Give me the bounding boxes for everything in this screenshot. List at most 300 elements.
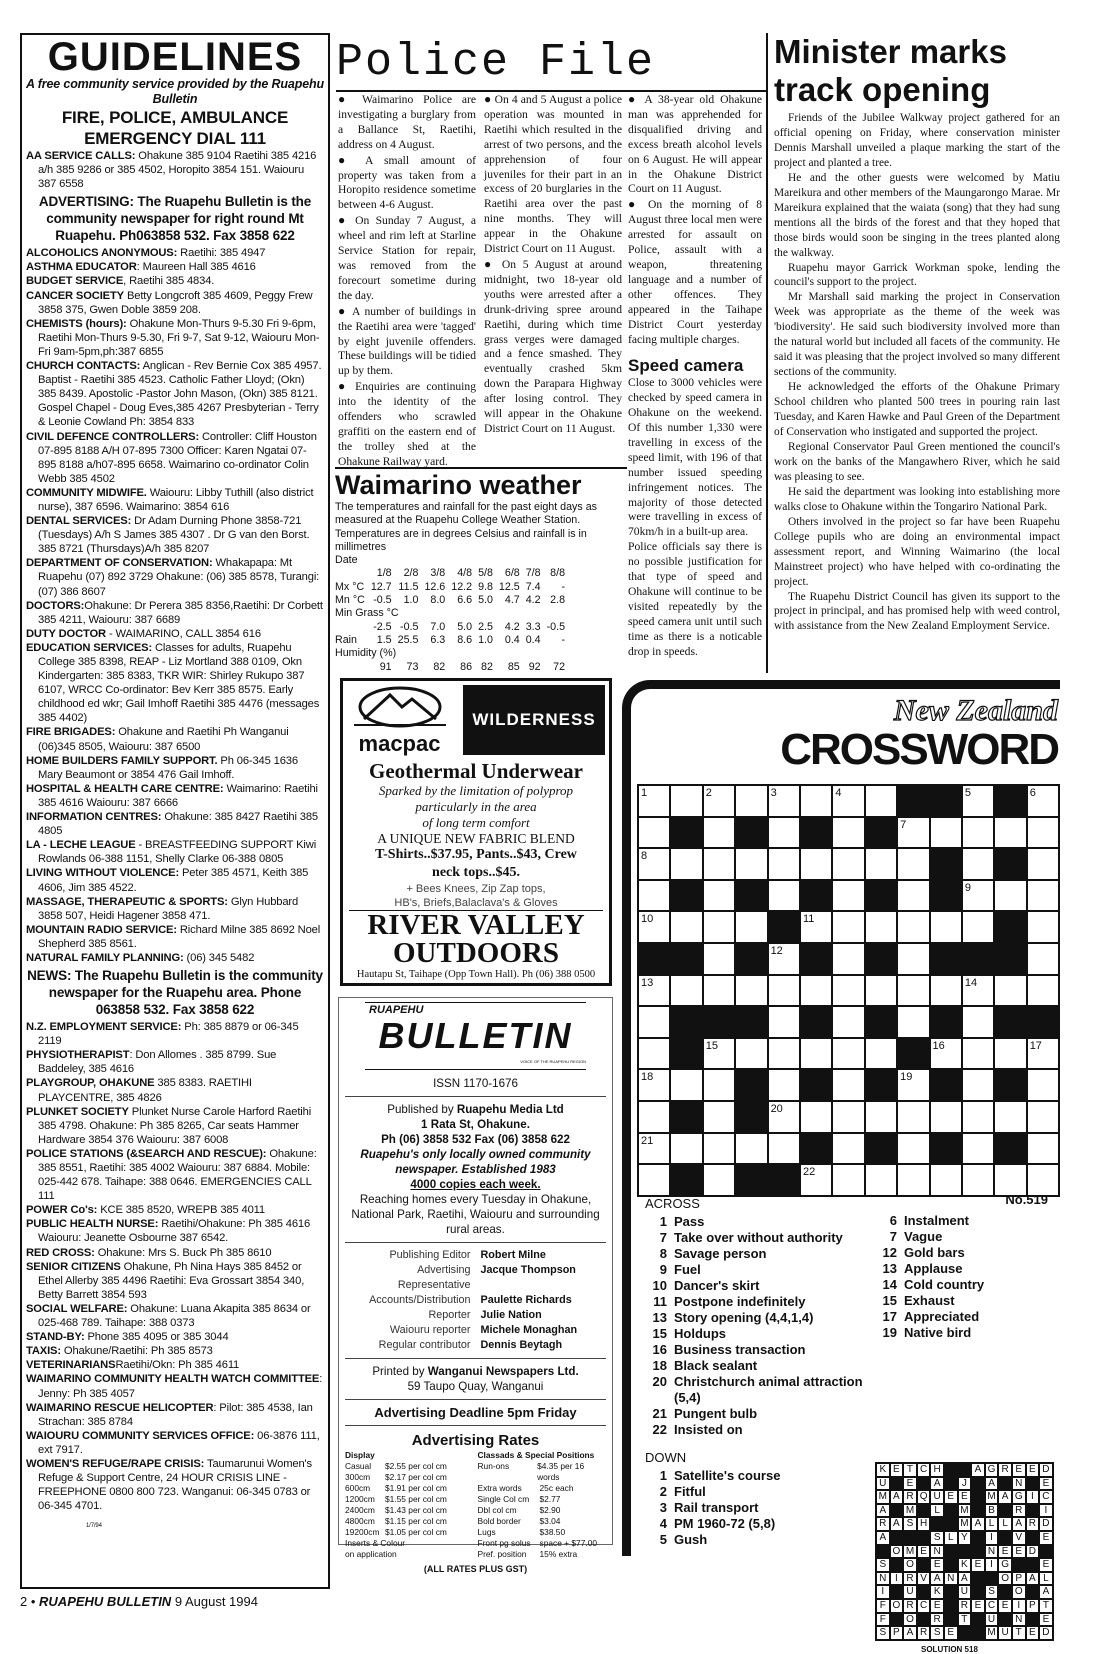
entry-details: Whakapapa: Mt Ruapehu (07) 892 3729 Ohakune: (06) 385 8578, Turangi: (07) 386 8607	[38, 557, 320, 598]
solution-cell: S	[930, 1626, 944, 1640]
crossword-cell[interactable]	[994, 1164, 1026, 1196]
entry-heading: DUTY DOCTOR	[26, 627, 106, 640]
entry-heading: WOMEN'S REFUGE/RAPE CRISIS:	[26, 1457, 205, 1470]
crossword-cell[interactable]	[703, 943, 735, 975]
bullet-icon: ●	[628, 197, 648, 212]
solution-grid	[875, 1462, 1054, 1641]
black-square	[865, 1133, 897, 1165]
ad-tagline: of long term comfort	[422, 815, 530, 830]
bullet-icon: ●	[338, 379, 356, 394]
ad-headline: Geothermal Underwear	[368, 759, 584, 783]
staff-name: Dennis Beytagh	[480, 1339, 563, 1351]
crossword-cell[interactable]	[638, 911, 670, 943]
crossword-cell[interactable]	[703, 1069, 735, 1101]
clue	[645, 1468, 867, 1484]
entry-heading: INFORMATION CENTRES:	[26, 811, 162, 824]
rate-price: $4.35 per 16 words	[537, 1461, 585, 1482]
crossword-cell[interactable]	[670, 1069, 702, 1101]
speed-camera-heading: Speed camera	[628, 356, 744, 376]
crossword-cell[interactable]	[768, 1038, 800, 1070]
solution-cell: U	[876, 1477, 890, 1491]
black-square	[735, 943, 767, 975]
crossword-cell[interactable]	[735, 785, 767, 817]
crossword-cell[interactable]	[768, 1101, 800, 1133]
crossword-cell[interactable]	[897, 848, 929, 880]
entry-heading: VETERINARIANS	[26, 1359, 116, 1372]
crossword-cell[interactable]	[962, 848, 994, 880]
puzzle-number: No.519	[1005, 1192, 1048, 1207]
crossword-cell[interactable]	[735, 1038, 767, 1070]
clue-number: 8	[659, 1246, 667, 1261]
solution-cell	[971, 1613, 985, 1627]
solution-cell: S	[876, 1626, 890, 1640]
article-paragraph: Ruapehu mayor Garrick Workman spoke, lending the council's support to the project.	[774, 261, 1060, 289]
crossword-cell[interactable]	[638, 975, 670, 1007]
weather-value: 5.0	[478, 594, 493, 607]
entry-details: Ohakune and Raetihi Ph Wanganui (06)345 8505, Waiouru: 387 6500	[38, 726, 289, 753]
police-item	[338, 213, 476, 303]
solution-cell: A	[890, 1490, 904, 1504]
crossword-cell[interactable]	[638, 817, 670, 849]
clue	[875, 1309, 1055, 1325]
solution-cell: M	[985, 1490, 999, 1504]
down-heading: DOWN	[645, 1450, 687, 1465]
weather-value: -	[561, 633, 566, 646]
guidelines-entry	[26, 1401, 324, 1429]
clue-number: 14	[882, 1277, 897, 1292]
crossword-cell[interactable]	[638, 1101, 670, 1133]
macpac-text: macpac	[358, 731, 441, 756]
cell-number: 4	[835, 787, 842, 799]
crossword-cell[interactable]	[930, 1038, 962, 1070]
clue-text: Gush	[674, 1532, 708, 1547]
crossword-cell[interactable]	[962, 880, 994, 912]
solution-cell: D	[1039, 1626, 1053, 1640]
solution-cell	[1039, 1545, 1053, 1559]
crossword-cell[interactable]	[930, 911, 962, 943]
black-square	[800, 817, 832, 849]
crossword-cell[interactable]	[735, 975, 767, 1007]
crossword-cell[interactable]	[768, 943, 800, 975]
crossword-cell[interactable]	[670, 785, 702, 817]
rate-item: Run-ons	[477, 1461, 510, 1471]
solution-cell: S	[903, 1517, 917, 1531]
crossword-cell[interactable]	[703, 817, 735, 849]
crossword-cell[interactable]	[800, 1164, 832, 1196]
crossword-cell[interactable]	[832, 1164, 864, 1196]
solution-cell	[1026, 1477, 1040, 1491]
black-square	[930, 1069, 962, 1101]
solution-cell: O	[903, 1558, 917, 1572]
staff-role: Regular contributor	[378, 1339, 471, 1351]
cell-number: 12	[770, 944, 783, 957]
entry-details: Raetihi/Ohakune: Ph 385 4616 Waiouru: Jeanette Osbourne 387 6542.	[38, 1218, 311, 1245]
crossword-cell[interactable]	[897, 1069, 929, 1101]
solution-cell: C	[985, 1599, 999, 1613]
solution-cell: Y	[958, 1531, 972, 1545]
solution-cell: A	[971, 1517, 985, 1531]
crossword-cell[interactable]	[832, 1006, 864, 1038]
weather-value: 1/8	[376, 567, 392, 580]
police-item	[338, 153, 476, 214]
clue-number: 6	[889, 1213, 897, 1228]
crossword-cell[interactable]	[832, 817, 864, 849]
guidelines-entry	[26, 599, 324, 627]
crossword-cell[interactable]	[994, 975, 1026, 1007]
clue-number: 19	[882, 1325, 897, 1340]
crossword-cell[interactable]	[832, 1038, 864, 1070]
solution-cell: R	[1026, 1517, 1040, 1531]
solution-cell	[890, 1585, 904, 1599]
solution-cell: N	[876, 1572, 890, 1586]
black-square	[865, 1006, 897, 1038]
entry-heading: NATURAL FAMILY PLANNING:	[26, 951, 184, 964]
crossword-cell[interactable]	[994, 817, 1026, 849]
article-paragraph: The Ruapehu District Council has given its support to the project in principal, and has promised help with weed control, with assistance from the New Zealand Employment Service.	[774, 590, 1060, 633]
crossword-cell[interactable]	[768, 1006, 800, 1038]
crossword-cell[interactable]	[897, 880, 929, 912]
police-item-text: On 4 and 5 August a police operation was mounted in Raetihi which resulted in the arrest of two persons, and the apprehension of four juveniles for their part in an excess of 20 burglaries in the Raetihi area over the past nine months. They will appear in the Ohakune District Court on 11 August.	[484, 93, 623, 256]
crossword-cell[interactable]	[962, 1069, 994, 1101]
crossword-cell[interactable]	[962, 1164, 994, 1196]
rate-price: $1.91 per col cm	[385, 1483, 447, 1493]
clue	[645, 1230, 867, 1246]
solution-cell: R	[903, 1490, 917, 1504]
crossword-cell[interactable]	[832, 943, 864, 975]
guidelines-date-code: 1/7/94	[86, 1523, 102, 1530]
crossword-cell[interactable]	[703, 785, 735, 817]
solution-cell	[1026, 1558, 1040, 1572]
cell-number: 19	[900, 1071, 913, 1084]
crossword-cell[interactable]	[800, 975, 832, 1007]
crossword-cell[interactable]	[832, 911, 864, 943]
crossword-cell[interactable]	[1027, 975, 1059, 1007]
weather-value: -0.5	[373, 594, 392, 607]
solution-cell	[917, 1585, 931, 1599]
police-item	[338, 379, 476, 469]
police-item-text: On the morning of 8 August three local men were arrested for assault on Police, assault with a weapon, threatening language and a number of other offences. They appeared in the Taihape District Court yesterday facing multiple charges.	[628, 198, 763, 346]
black-square	[962, 943, 994, 975]
solution-cell: E	[930, 1558, 944, 1572]
guidelines-title: GUIDELINES	[47, 35, 303, 79]
crossword-cell[interactable]	[897, 911, 929, 943]
crossword-cell[interactable]	[897, 817, 929, 849]
guidelines-notice: NEWS: The Ruapehu Bulletin is the community newspaper for the Ruapehu area. Phone 063858 532. Fax 3858 622	[27, 968, 323, 1018]
ad-address: Hautapu St, Taihape (Opp Town Hall). Ph (06) 388 0500	[356, 969, 596, 980]
entry-details: Waimarino: Raetihi 385 4616 Waiouru: 387 6666	[38, 782, 318, 809]
rate-price: $2.17 per col cm	[385, 1472, 447, 1482]
police-item-text: A 38-year old Ohakune man was apprehended for disqualified driving and excess breath alcohol levels on 6 August. He will appear in the Ohakune District Court on 11 August.	[628, 93, 763, 196]
solution-cell	[890, 1477, 904, 1491]
crossword-cell[interactable]	[1027, 1164, 1059, 1196]
police-item	[628, 197, 762, 347]
crossword-cell[interactable]	[670, 848, 702, 880]
crossword-cell[interactable]	[930, 817, 962, 849]
crossword-cell[interactable]	[735, 1133, 767, 1165]
crossword-cell[interactable]	[832, 1101, 864, 1133]
crossword-cell[interactable]	[638, 1038, 670, 1070]
crossword-cell[interactable]	[703, 1164, 735, 1196]
solution-cell	[971, 1585, 985, 1599]
weather-value: 7.0	[430, 620, 446, 633]
weather-table	[335, 567, 568, 673]
cell-number: 22	[802, 1166, 816, 1179]
entry-details: : Jenny: Ph 385 4057	[38, 1373, 323, 1400]
crossword-cell[interactable]	[1027, 848, 1059, 880]
crossword-cell[interactable]	[703, 1101, 735, 1133]
guidelines-entry	[26, 951, 324, 965]
crossword-cell[interactable]	[930, 1164, 962, 1196]
crossword-cell[interactable]	[670, 975, 702, 1007]
crossword-cell[interactable]	[962, 817, 994, 849]
clue-number: 15	[882, 1293, 897, 1308]
crossword-cell[interactable]	[735, 911, 767, 943]
entry-heading: N.Z. EMPLOYMENT SERVICE:	[26, 1021, 182, 1034]
crossword-cell[interactable]	[930, 975, 962, 1007]
guidelines-entry	[26, 359, 324, 429]
cell-number: 21	[641, 1134, 654, 1147]
black-square	[735, 1101, 767, 1133]
solution-cell: R	[930, 1613, 944, 1627]
crossword-cell[interactable]	[1027, 1069, 1059, 1101]
crossword-cell[interactable]	[1027, 1038, 1059, 1070]
bulletin-info-box	[338, 997, 613, 1574]
entry-details: - WAIMARINO, CALL 3854 616	[105, 627, 261, 640]
entry-heading: CHURCH CONTACTS:	[26, 360, 141, 373]
crossword-cell[interactable]	[703, 1133, 735, 1165]
crossword-cell[interactable]	[800, 785, 832, 817]
crossword-cell[interactable]	[1027, 785, 1059, 817]
entry-details: Plunket Nurse Carole Harford Raetihi 385 4798. Ohakune: Ph 385 8265, Car seats Hammer Hardware 3854 376 Waiouru: 387 6008	[38, 1105, 312, 1146]
entry-heading: DENTAL SERVICES:	[26, 515, 132, 528]
crossword-cell[interactable]	[865, 1101, 897, 1133]
crossword-cell[interactable]	[865, 785, 897, 817]
solution-cell	[944, 1613, 958, 1627]
crossword-cell[interactable]	[768, 1069, 800, 1101]
bullet-icon: ●	[628, 92, 645, 106]
crossword-cell[interactable]	[897, 975, 929, 1007]
crossword-cell[interactable]	[962, 975, 994, 1007]
crossword-cell[interactable]	[1027, 880, 1059, 912]
crossword-cell[interactable]	[865, 1164, 897, 1196]
clue-number: 10	[652, 1278, 667, 1293]
solution-cell: A	[876, 1504, 890, 1518]
black-square	[930, 1133, 962, 1165]
crossword-cell[interactable]	[703, 1038, 735, 1070]
crossword-cell[interactable]	[768, 1133, 800, 1165]
clue-number: 17	[882, 1309, 897, 1324]
solution-cell: E	[903, 1477, 917, 1491]
crossword-cell[interactable]	[962, 1038, 994, 1070]
black-square	[994, 1133, 1026, 1165]
guidelines-entry	[26, 246, 324, 260]
crossword-cell[interactable]	[1027, 943, 1059, 975]
crossword-cell[interactable]	[962, 911, 994, 943]
logo-wordmark: BULLETIN	[378, 1015, 573, 1056]
crossword-cell[interactable]	[832, 975, 864, 1007]
crossword-cell[interactable]	[897, 1101, 929, 1133]
crossword-cell[interactable]	[930, 1101, 962, 1133]
crossword-cell[interactable]	[768, 975, 800, 1007]
weather-value: 4/8	[457, 567, 473, 580]
crossword-cell[interactable]	[832, 880, 864, 912]
weather-section	[335, 467, 627, 674]
police-item-text: Waimarino Police are investigating a burglary from a Ballance St, Raetihi, address on 4 August.	[338, 93, 476, 151]
solution-cell: E	[1039, 1477, 1053, 1491]
clue	[645, 1516, 867, 1532]
weather-value: 86	[460, 660, 473, 673]
clue	[645, 1484, 867, 1500]
cell-number: 18	[641, 1071, 654, 1084]
crossword-cell[interactable]	[768, 817, 800, 849]
crossword-cell[interactable]	[962, 1133, 994, 1165]
crossword-cell[interactable]	[768, 880, 800, 912]
entry-details: , Raetihi 385 4834.	[123, 275, 215, 288]
solution-cell: E	[998, 1545, 1012, 1559]
crossword-cell[interactable]	[994, 880, 1026, 912]
crossword-cell[interactable]	[800, 911, 832, 943]
entry-heading: PUBLIC HEALTH NURSE:	[26, 1218, 159, 1231]
crossword-cell[interactable]	[703, 975, 735, 1007]
crossword-cell[interactable]	[735, 848, 767, 880]
row-label: Rain	[335, 633, 357, 646]
cell-number: 7	[900, 818, 907, 831]
solution-cell	[944, 1477, 958, 1491]
clues-right	[875, 1213, 1055, 1341]
crossword-cell[interactable]	[832, 848, 864, 880]
cell-number: 15	[705, 1039, 719, 1052]
crossword-cell[interactable]	[1027, 1133, 1059, 1165]
black-square	[638, 943, 670, 975]
crossword-cell[interactable]	[638, 848, 670, 880]
display-rate	[345, 1527, 474, 1538]
macpac-logo	[347, 685, 452, 755]
solution-cell: E	[944, 1626, 958, 1640]
crossword-cell[interactable]	[865, 911, 897, 943]
crossword-cell[interactable]	[703, 848, 735, 880]
solution-cell: D	[1026, 1545, 1040, 1559]
entry-details: Phone 385 4095 or 385 3044	[84, 1331, 229, 1344]
display-note: Inserts & Colour on application	[345, 1538, 406, 1559]
row-label: Humidity (%)	[335, 647, 397, 660]
solution-cell: H	[930, 1463, 944, 1477]
crossword-cell[interactable]	[865, 1038, 897, 1070]
crossword-cell[interactable]	[670, 1133, 702, 1165]
classad-rate	[478, 1505, 607, 1516]
crossword-cell[interactable]	[703, 911, 735, 943]
article-paragraph: Others involved in the project so far have been Ruapehu College pupils who are doing an environmental impact assessment report, and Winning Waimarino (the local Mainstreet project) who have helped with co-ordinating the project.	[774, 515, 1060, 588]
black-square	[1027, 1006, 1059, 1038]
crossword-cell[interactable]	[638, 1006, 670, 1038]
rate-price: $1.55 per col cm	[385, 1494, 447, 1504]
printer-prefix: Printed by	[372, 1365, 428, 1378]
guidelines-entry	[26, 1076, 324, 1104]
solution-cell: M	[958, 1517, 972, 1531]
crossword-cell[interactable]	[800, 848, 832, 880]
crossword-cell[interactable]	[638, 1164, 670, 1196]
clue-number: 9	[659, 1262, 667, 1277]
crossword-cell[interactable]	[832, 1069, 864, 1101]
crossword-cell[interactable]	[638, 880, 670, 912]
crossword-cell[interactable]	[962, 785, 994, 817]
entry-heading: MOUNTAIN RADIO SERVICE:	[26, 923, 177, 936]
crossword-cell[interactable]	[994, 1101, 1026, 1133]
crossword-cell[interactable]	[638, 785, 670, 817]
crossword-cell[interactable]	[897, 1164, 929, 1196]
logo-tagline: VOICE OF THE RUAPEHU REGION	[520, 1059, 586, 1064]
entry-details: Ohakune: 385 8551, Raetihi: 385 4002 Waiouru: 387 6884. Mobile: 025-442 678. Taihape: 388 0646. EMERGENCIES CALL 111	[38, 1147, 317, 1203]
solution-cell: N	[1012, 1613, 1026, 1627]
crossword-cell[interactable]	[962, 1006, 994, 1038]
staff-name: Jacque Thompson	[480, 1264, 576, 1276]
crossword-cell[interactable]	[897, 1133, 929, 1165]
guidelines-entry	[26, 1457, 324, 1513]
solution-cell: R	[876, 1517, 890, 1531]
river-valley-advert	[340, 678, 612, 986]
police-item	[338, 92, 476, 153]
crossword-cell[interactable]	[897, 1006, 929, 1038]
solution-cell: R	[903, 1599, 917, 1613]
crossword-cell[interactable]	[638, 1133, 670, 1165]
entry-heading: ASTHMA EDUCATOR	[26, 261, 137, 274]
clue-number: 18	[652, 1358, 667, 1373]
weather-row	[335, 621, 568, 634]
black-square	[670, 1006, 702, 1038]
bullet-icon: ●	[338, 213, 356, 228]
ad-tagline: Sparked by the limitation of polyprop	[378, 783, 574, 798]
crossword-cell[interactable]	[768, 785, 800, 817]
guidelines-entry	[26, 782, 324, 810]
solution-cell	[971, 1504, 985, 1518]
guidelines-entry	[26, 1330, 324, 1344]
clue	[875, 1213, 1055, 1229]
entry-heading: EDUCATION SERVICES:	[26, 641, 153, 654]
crossword-cell[interactable]	[670, 911, 702, 943]
crossword-cell[interactable]	[897, 943, 929, 975]
police-item	[628, 92, 762, 197]
crossword-cell[interactable]	[703, 880, 735, 912]
crossword-cell[interactable]	[638, 1069, 670, 1101]
solution-cell: E	[971, 1558, 985, 1572]
printer-line	[345, 1364, 606, 1379]
weather-value: 6/8	[504, 567, 520, 580]
clue-text: Fuel	[674, 1262, 701, 1277]
solution-cell: O	[1012, 1585, 1026, 1599]
crossword-cell[interactable]	[800, 1038, 832, 1070]
crossword-cell[interactable]	[1027, 817, 1059, 849]
entry-details: Ph 06-345 1636 Mary Beaumont or 3854 476 Gail Imhoff.	[38, 754, 298, 781]
crossword-cell[interactable]	[865, 975, 897, 1007]
weather-value: 6.3	[430, 633, 446, 646]
cell-number: 5	[964, 787, 972, 799]
display-rate	[345, 1494, 474, 1505]
crossword-cell[interactable]	[832, 785, 864, 817]
solution-cell: L	[1039, 1572, 1053, 1586]
crossword-cell[interactable]	[994, 1038, 1026, 1070]
solution-cell: A	[971, 1463, 985, 1477]
crossword-cell[interactable]	[962, 1101, 994, 1133]
solution-cell: E	[1012, 1463, 1026, 1477]
crossword-cell[interactable]	[832, 1133, 864, 1165]
crossword-cell[interactable]	[800, 1101, 832, 1133]
crossword-cell[interactable]	[865, 848, 897, 880]
crossword-cell[interactable]	[1027, 1101, 1059, 1133]
crossword-cell[interactable]	[768, 848, 800, 880]
solution-cell	[985, 1572, 999, 1586]
crossword-cell[interactable]	[1027, 911, 1059, 943]
classad-rate	[478, 1516, 607, 1527]
solution-cell	[903, 1531, 917, 1545]
